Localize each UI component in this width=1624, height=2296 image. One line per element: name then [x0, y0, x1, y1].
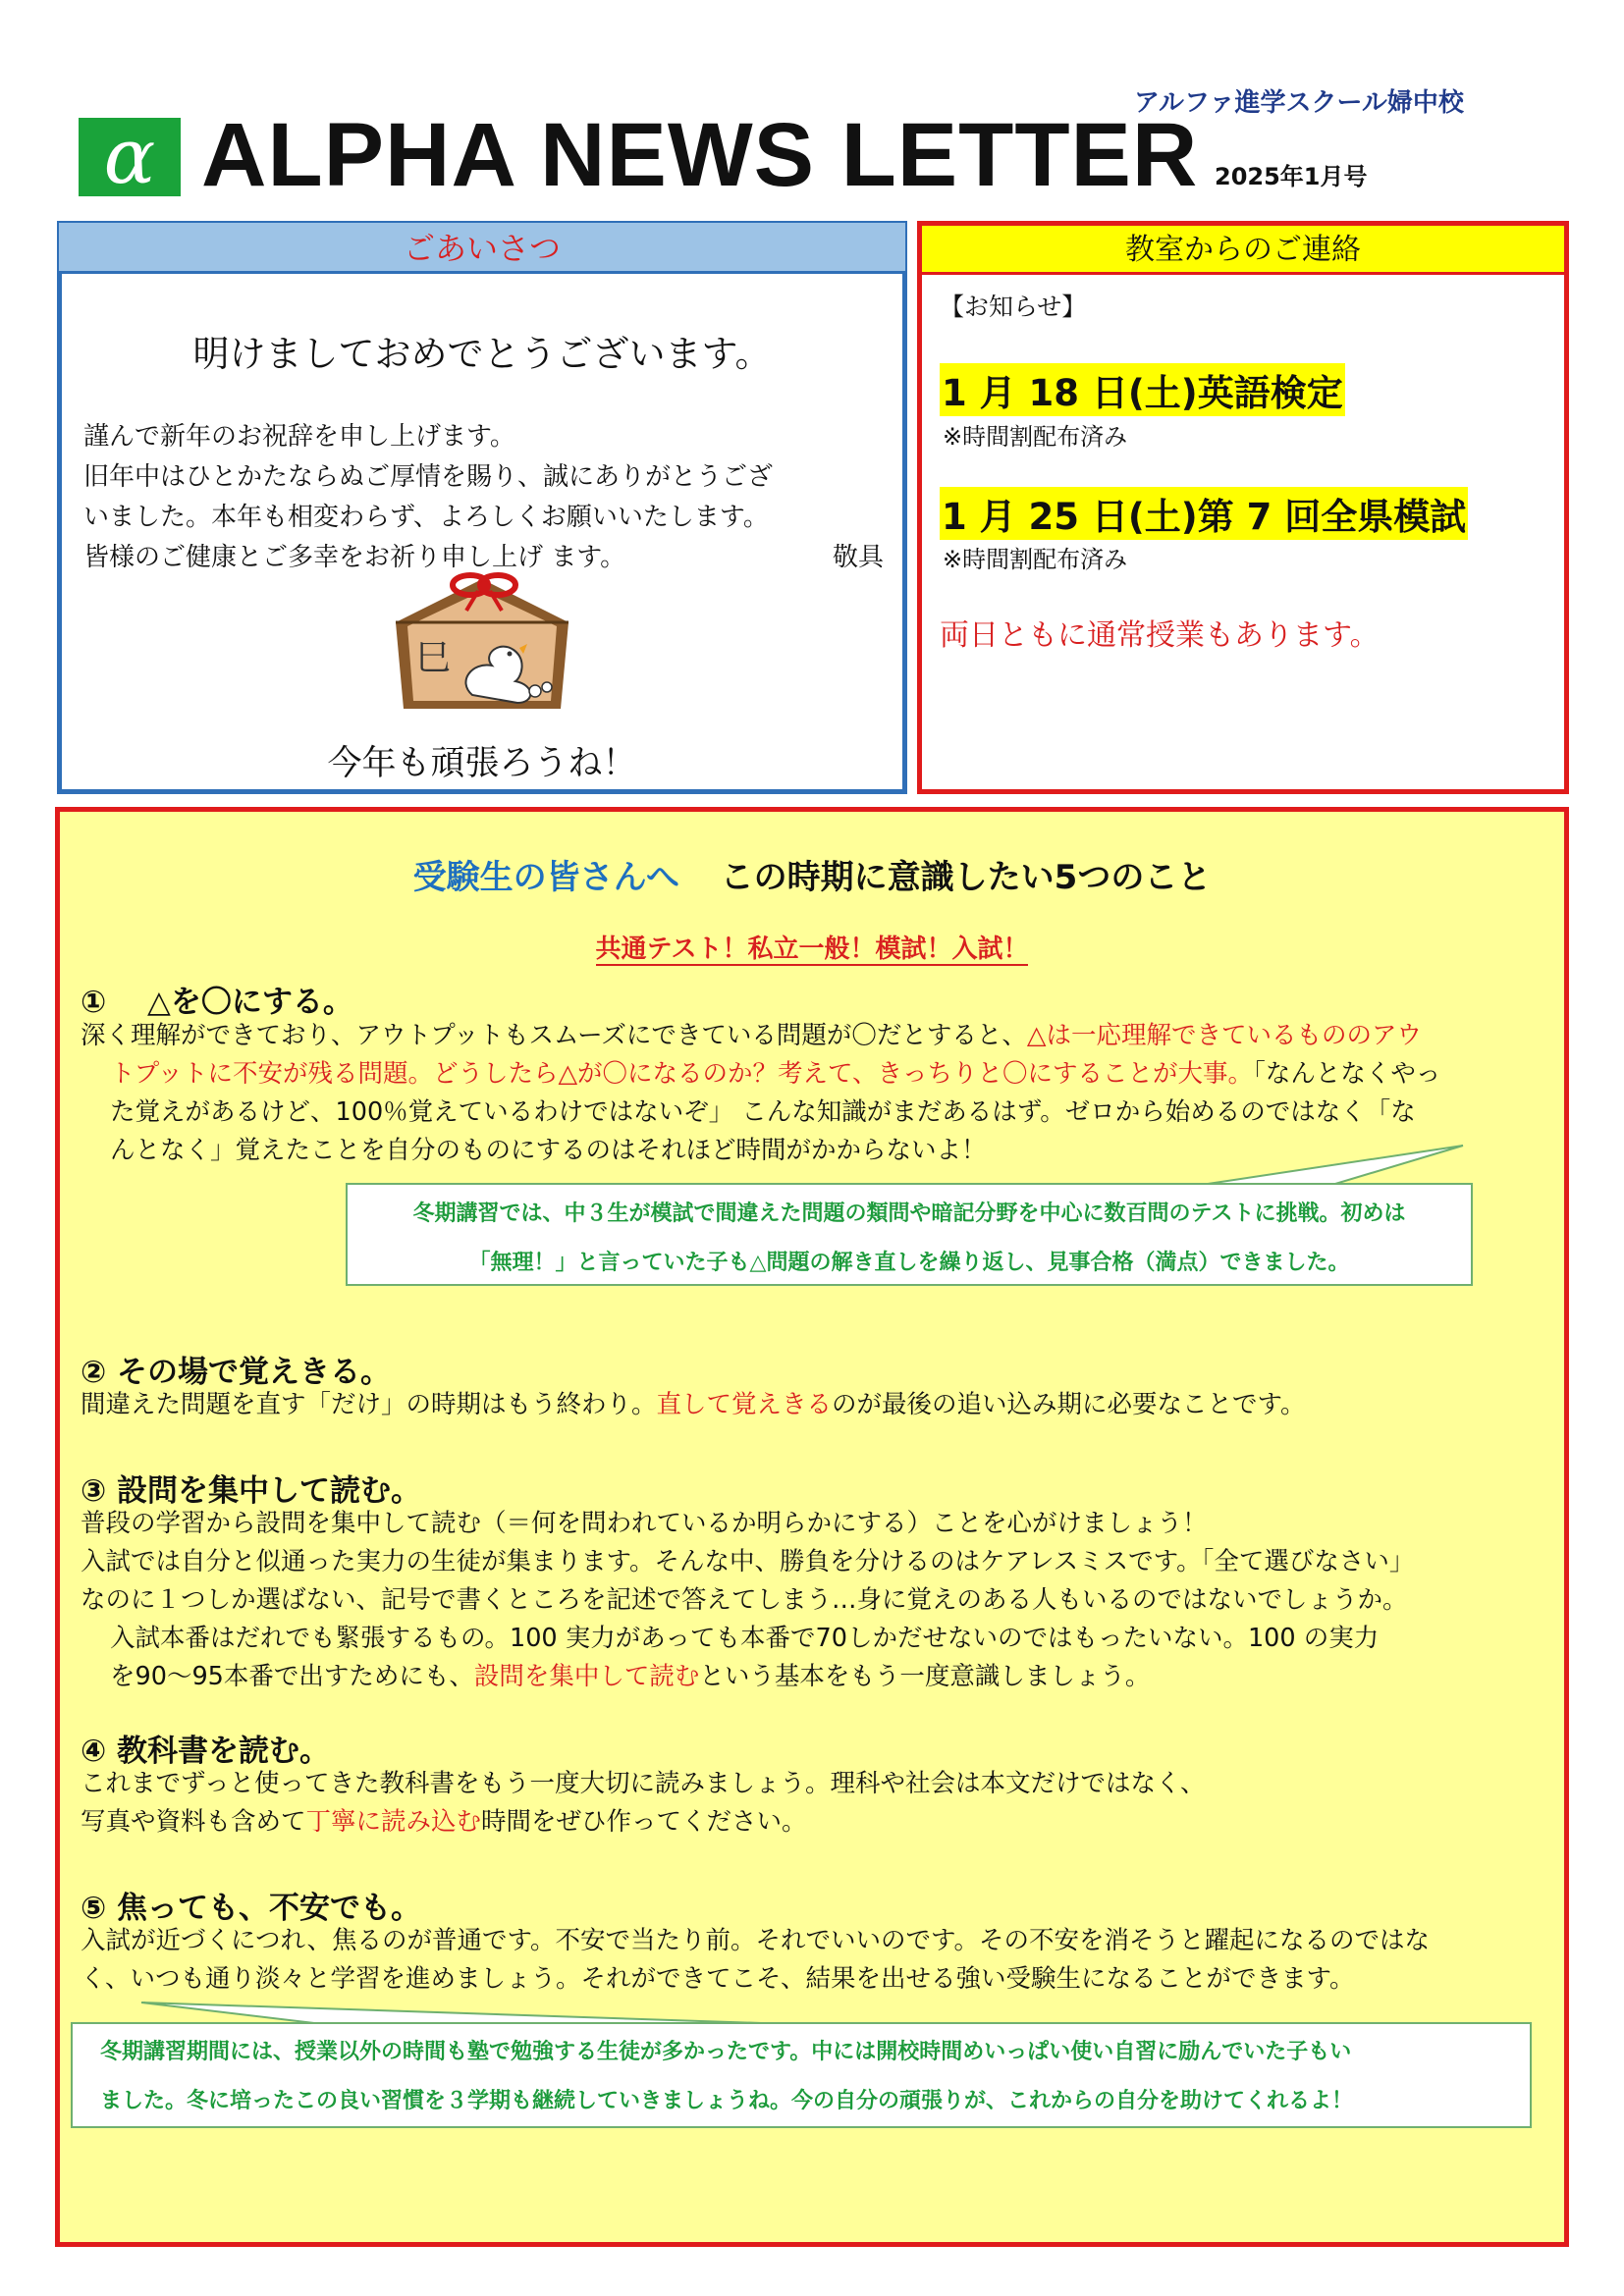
text-span: を90～95本番で出すためにも、	[110, 1662, 474, 1691]
ema-illustration	[388, 571, 576, 717]
section-3-line: 普段の学習から設問を集中して読む（＝何を問われているか明らかにする）ことを心がけましょう！	[81, 1509, 1208, 1538]
greeting-line: いました。本年も相変わらず、よろしくお願いいたします。	[83, 503, 769, 532]
bubble-1-line: 「無理！」と言っていた子も△問題の解き直しを繰り返し、見事合格（満点）できました。	[468, 1251, 1350, 1275]
bubble-2-tail	[137, 2001, 766, 2024]
section-5-line: く、いつも通り淡々と学習を進めましょう。それができてこそ、結果を出せる強い受験生になることができます。	[81, 1964, 1355, 1994]
newsletter-title: ALPHA NEWS LETTER	[201, 105, 1199, 205]
event-note: ※時間割配布済み	[943, 423, 1128, 451]
emphasis-span: △は一応理解できているもののアウ	[1026, 1021, 1423, 1050]
bubble-1-tail	[1178, 1144, 1473, 1188]
section-2-line	[81, 1386, 1543, 1424]
bubble-1	[346, 1183, 1473, 1286]
greeting-body	[83, 417, 884, 578]
section-2-body	[81, 1386, 1543, 1424]
bubble-2-line: 冬期講習期間には、授業以外の時間も塾で勉強する生徒が多かったです。中には開校時間めいっぱい使い自習に励んでいた子もい	[100, 2040, 1352, 2064]
text-span: という基本をもう一度意識しましょう。	[699, 1662, 1151, 1691]
alpha-logo: α	[79, 118, 181, 196]
text-span: 間違えた問題を直す「だけ」の時期はもう終わり。	[81, 1390, 657, 1419]
emphasis-span: 直して覚えきる	[656, 1390, 833, 1419]
section-5-body	[81, 1922, 1543, 1999]
greeting-line: 皆様のご健康とご多幸をお祈り申し上げ ます。	[83, 543, 626, 572]
section-1-line	[81, 1055, 1543, 1094]
section-4-line: これまでずっと使ってきた教科書をもう一度大切に読みましょう。理科や社会は本文だけではなく、	[81, 1769, 1206, 1798]
text-span: 「なんとなくやっ	[1253, 1059, 1441, 1089]
emphasis-span: 設問を集中して読む	[473, 1662, 700, 1691]
main-subtitle	[55, 929, 1569, 965]
notice-label: 【お知らせ】	[940, 293, 1087, 321]
event-note: ※時間割配布済み	[943, 546, 1128, 573]
section-2-heading: ② その場で覚えきる。	[81, 1355, 392, 1390]
school-name: アルファ進学スクール婦中校	[1134, 88, 1464, 118]
event-title: 1 月 18 日(土)英語検定	[940, 363, 1345, 416]
section-5-line: 入試が近づくにつれ、焦るのが普通です。不安で当たり前。それでいいのです。その不安を消そうと躍起になるのではな	[81, 1926, 1430, 1955]
text-span: 写真や資料も含めて	[81, 1807, 306, 1837]
section-3-line: なのに１つしか選ばない、記号で書くところを記述で答えてしまう…身に覚えのある人もいるのではないでしょうか。	[81, 1585, 1408, 1615]
greeting-heading: ごあいさつ	[59, 223, 905, 274]
section-1-line: た覚えがあるけど、100％覚えているわけではないぞ」 こんな知識がまだあるはず。ゼロから始めるのではなく「な	[110, 1097, 1416, 1127]
emphasis-span: トプットに不安が残る問題。どうしたら△が〇になるのか？考えて、きっちりと〇にすることが大事。	[110, 1059, 1254, 1089]
section-4-line	[81, 1803, 1543, 1842]
closing-word: 敬具	[832, 543, 884, 572]
text-span: 深く理解ができており、アウトプットもスムーズにできている問題が〇だとすると、	[81, 1021, 1027, 1050]
text-span: のが最後の追い込み期に必要なことです。	[832, 1390, 1306, 1419]
section-1-line: んとなく」覚えたことを自分のものにするのはそれほど時間がかからないよ！	[110, 1136, 987, 1165]
greeting-line: 旧年中はひとかたならぬご厚情を賜り、誠にありがとうござ	[83, 462, 774, 492]
greeting-line: 謹んで新年のお祝辞を申し上げます。	[83, 422, 515, 452]
bubble-2	[71, 2022, 1532, 2128]
event-title: 1 月 25 日(土)第 7 回全県模試	[940, 487, 1468, 540]
section-3-line: 入試では自分と似通った実力の生徒が集まります。そんな中、勝負を分けるのはケアレスミスです。「全て選びなさい」	[81, 1547, 1415, 1576]
emphasis-span: 丁寧に読み込む	[305, 1807, 482, 1837]
greeting-footer: 今年も頑張ろうね！	[327, 744, 637, 783]
section-4-body	[81, 1765, 1543, 1842]
main-title-black: この時期に意識したい5つのこと	[720, 858, 1212, 897]
ema-character: 巳	[415, 638, 452, 678]
bubble-1-line: 冬期講習では、中３生が模試で間違えた問題の類問や暗記分野を中心に数百問のテストに挑戦。初めは	[412, 1201, 1406, 1226]
section-3-heading: ③ 設問を集中して読む。	[81, 1473, 422, 1509]
section-1-line	[81, 1017, 1543, 1055]
greeting-main-text: 明けましておめでとうございます。	[192, 333, 772, 375]
issue-date: 2025年1月号	[1215, 163, 1368, 190]
section-3-line: 入試本番はだれでも緊張するもの。100 実力があっても本番で70しかだせないのではもったいない。100 の実力	[110, 1624, 1380, 1653]
text-span: 時間をぜひ作ってください。	[481, 1807, 807, 1837]
contact-footer-note: 両日ともに通常授業もあります。	[940, 618, 1380, 653]
section-3-body	[81, 1505, 1543, 1696]
contact-heading: 教室からのご連絡	[922, 226, 1564, 275]
bubble-2-line: ました。冬に培ったこの良い習慣を３学期も継続していきましょうね。今の自分の頑張りが、これからの自分を助けてくれるよ！	[100, 2089, 1354, 2113]
main-subtitle-text: 共通テスト！私立一般！模試！入試！	[595, 934, 1029, 964]
section-4-heading: ④ 教科書を読む。	[81, 1734, 331, 1769]
section-1-heading: ① △を〇にする。	[81, 985, 353, 1020]
main-title	[55, 850, 1569, 898]
section-5-heading: ⑤ 焦っても、不安でも。	[81, 1891, 422, 1926]
section-3-line	[81, 1658, 1543, 1696]
main-title-blue: 受験生の皆さんへ	[412, 858, 679, 897]
